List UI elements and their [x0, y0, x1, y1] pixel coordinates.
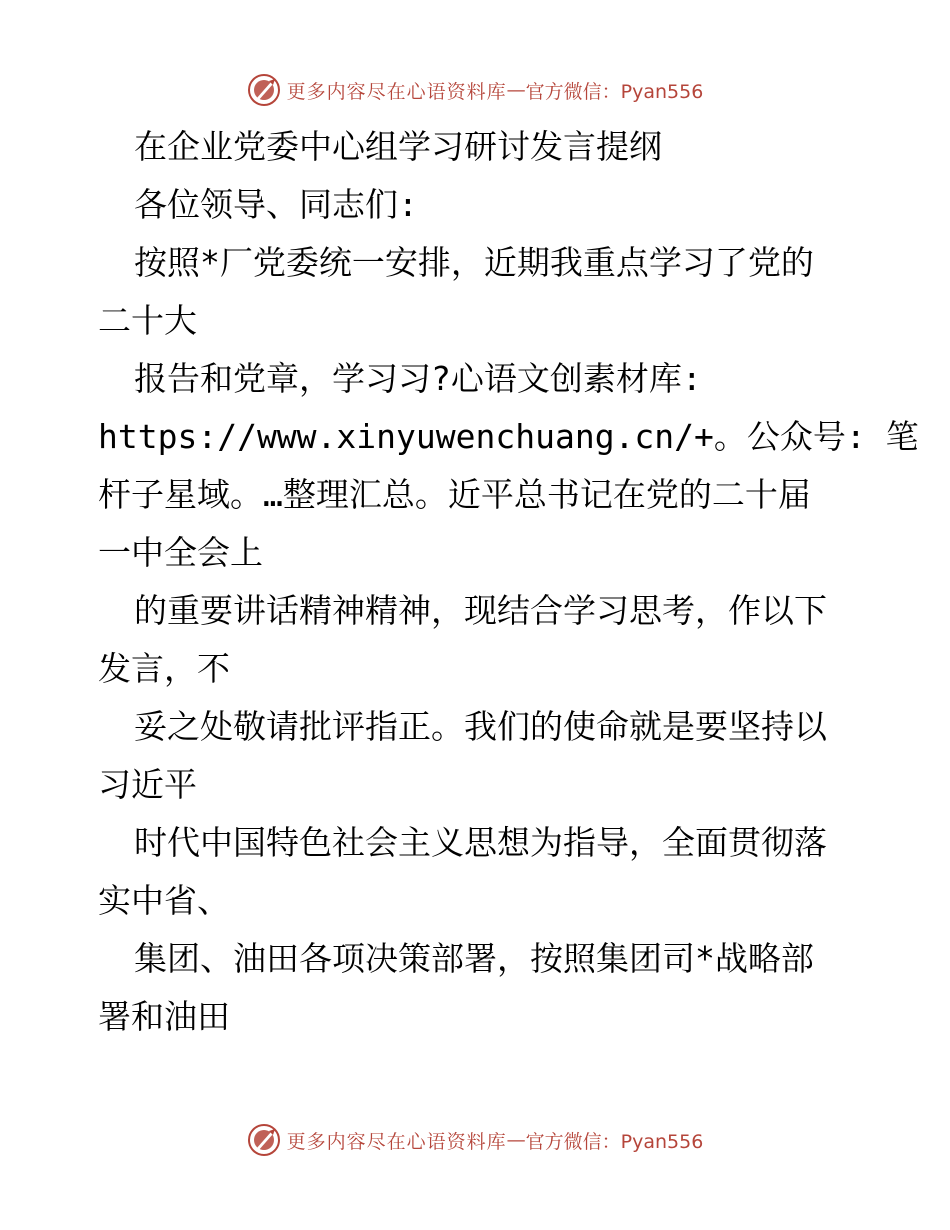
- banner-wechat-text: 官方微信：Pyan556: [525, 80, 704, 103]
- text-line: 署和油田: [98, 997, 230, 1036]
- banner-separator: —: [506, 79, 526, 101]
- banner-site-text: 更多内容尽在心语资料库: [286, 1130, 507, 1153]
- banner-site-text: 更多内容尽在心语资料库: [286, 80, 507, 103]
- text-line: 报告和党章，学习习?心语文创素材库:: [134, 359, 702, 398]
- document-title: 在企业党委中心组学习研讨发言提纲: [134, 127, 662, 166]
- text-line: 实中省、: [98, 881, 230, 920]
- banner-wechat-text: 官方微信：Pyan556: [525, 1130, 704, 1153]
- document-body: [98, 118, 919, 1046]
- footer-banner: [0, 1120, 950, 1160]
- text-line: 二十大: [98, 301, 197, 340]
- text-line: 的重要讲话精神精神，现结合学习思考，作以下: [134, 591, 827, 630]
- text-line-url: https://www.xinyuwenchuang.cn/+。公众号: 笔: [98, 417, 919, 456]
- text-line: 发言，不: [98, 649, 230, 688]
- text-line: 按照*厂党委统一安排，近期我重点学习了党的: [134, 243, 814, 282]
- text-line: 集团、油田各项决策部署，按照集团司*战略部: [134, 939, 814, 978]
- quill-pen-logo-icon: [247, 73, 281, 107]
- text-line: 妥之处敬请批评指正。我们的使命就是要坚持以: [134, 707, 827, 746]
- greeting-line: 各位领导、同志们:: [134, 185, 418, 224]
- header-banner: [0, 70, 950, 110]
- text-line: 时代中国特色社会主义思想为指导，全面贯彻落: [134, 823, 827, 862]
- text-line: 一中全会上: [98, 533, 263, 572]
- text-line: 习近平: [98, 765, 197, 804]
- banner-separator: —: [506, 1129, 526, 1151]
- text-line: 杆子星域。…整理汇总。近平总书记在党的二十届: [98, 475, 811, 514]
- quill-pen-logo-icon: [247, 1123, 281, 1157]
